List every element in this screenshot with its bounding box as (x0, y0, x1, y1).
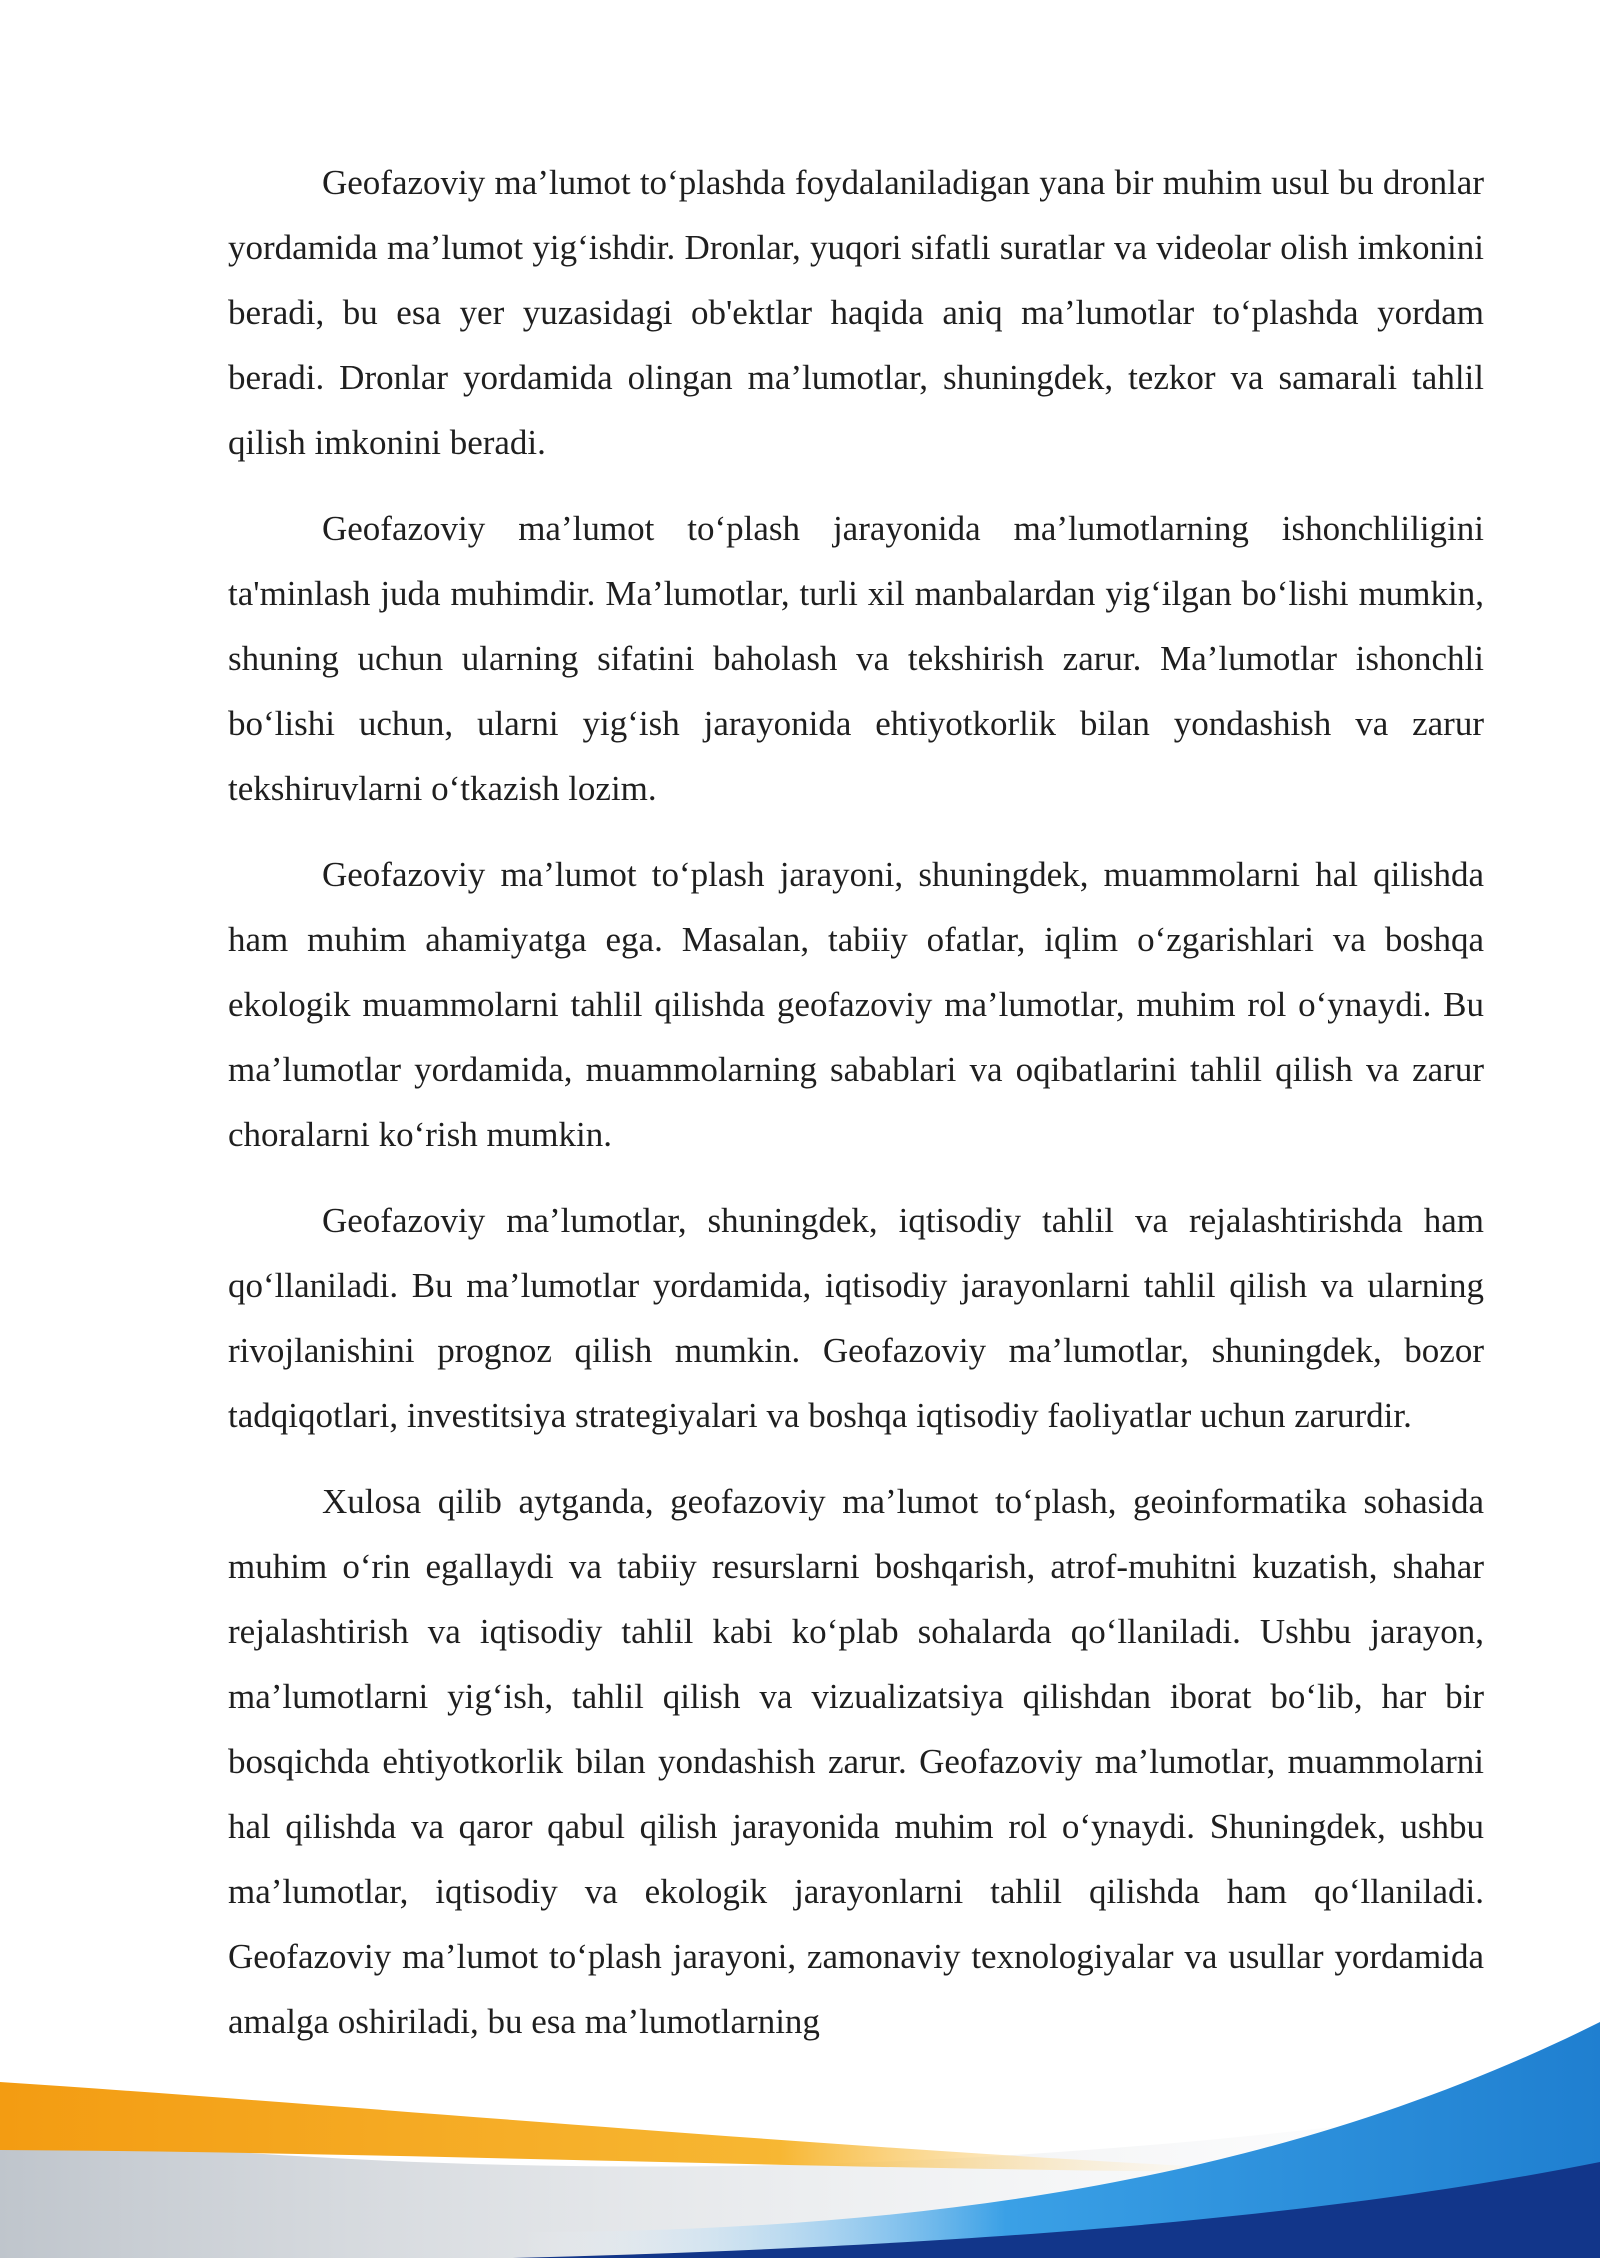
paragraph-1: Geofazoviy ma’lumot to‘plashda foydalaniladigan yana bir muhim usul bu dronlar yordamida ma’lumot yig‘ishdir. Dronlar, yuqori sifatli suratlar va videolar olish imkonini beradi, bu esa yer yuzasidagi ob'ektlar haqida aniq ma’lumotlar to‘plashda yordam beradi. Dronlar yordamida olingan ma’lumotlar, shuningdek, tezkor va samarali tahlil qilish imkonini beradi. (228, 163, 1484, 462)
paragraph-3: Geofazoviy ma’lumot to‘plash jarayoni, shuningdek, muammolarni hal qilishda ham muhim ahamiyatga ega. Masalan, tabiiy ofatlar, iqlim o‘zgarishlari va boshqa ekologik muammolarni tahlil qilishda geofazoviy ma’lumotlar, muhim rol o‘ynaydi. Bu ma’lumotlar yordamida, muammolarning sabablari va oqibatlarini tahlil qilish va zarur choralarni ko‘rish mumkin. (228, 855, 1484, 1154)
paragraph-2: Geofazoviy ma’lumot to‘plash jarayonida ma’lumotlarning ishonchliligini ta'minlash juda muhimdir. Ma’lumotlar, turli xil manbalardan yig‘ilgan bo‘lishi mumkin, shuning uchun ularning sifatini baholash va tekshirish zarur. Ma’lumotlar ishonchli bo‘lishi uchun, ularni yig‘ish jarayonida ehtiyotkorlik bilan yondashish va zarur tekshiruvlarni o‘tkazish lozim. (228, 509, 1484, 808)
footer-wave-decoration (0, 2022, 1600, 2262)
document-body (228, 150, 1484, 2075)
paragraph-5: Xulosa qilib aytganda, geofazoviy ma’lumot to‘plash, geoinformatika sohasida muhim o‘rin egallaydi va tabiiy resurslarni boshqarish, atrof-muhitni kuzatish, shahar rejalashtirish va iqtisodiy tahlil kabi ko‘plab sohalarda qo‘llaniladi. Ushbu jarayon, ma’lumotlarni yig‘ish, tahlil qilish va vizualizatsiya qilishdan iborat bo‘lib, har bir bosqichda ehtiyotkorlik bilan yondashish zarur. Geofazoviy ma’lumotlar, muammolarni hal qilishda va qaror qabul qilish jarayonida muhim rol o‘ynaydi. Shuningdek, ushbu ma’lumotlar, iqtisodiy va ekologik jarayonlarni tahlil qilishda ham qo‘llaniladi. Geofazoviy ma’lumot to‘plash jarayoni, zamonaviy texnologiyalar va usullar yordamida amalga oshiriladi, bu esa ma’lumotlarning (228, 1482, 1484, 2041)
white-base (0, 2258, 1600, 2262)
paragraph-4: Geofazoviy ma’lumotlar, shuningdek, iqtisodiy tahlil va rejalashtirishda ham qo‘llaniladi. Bu ma’lumotlar yordamida, iqtisodiy jarayonlarni tahlil qilish va ularning rivojlanishini prognoz qilish mumkin. Geofazoviy ma’lumotlar, shuningdek, bozor tadqiqotlari, investitsiya strategiyalari va boshqa iqtisodiy faoliyatlar uchun zarurdir. (228, 1201, 1484, 1435)
